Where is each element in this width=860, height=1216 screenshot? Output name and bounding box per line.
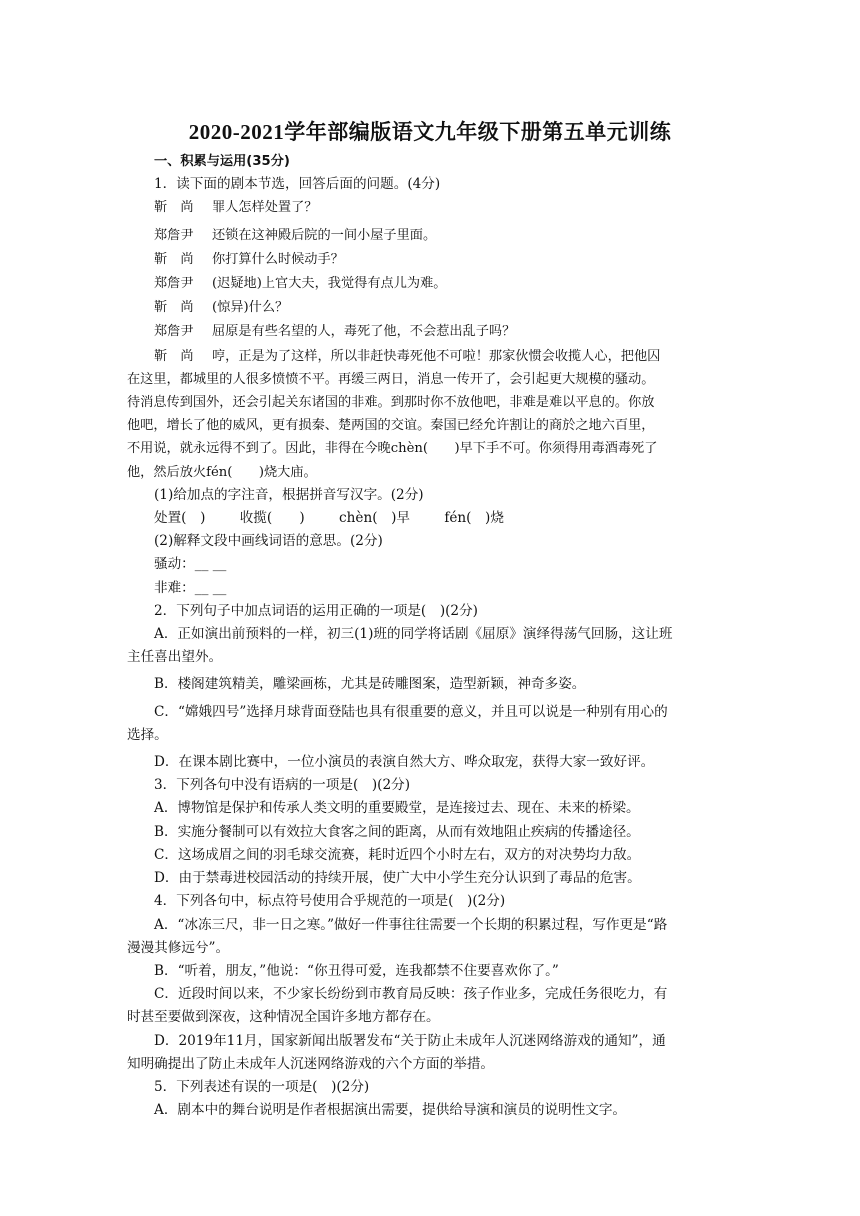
script-line: 郑詹尹 (迟疑地)上官大夫，我觉得有点儿为难。 (154, 276, 447, 292)
question-1-stem: 1．读下面的剧本节选，回答后面的问题。(4分) (154, 176, 441, 193)
question-1-sub1: (1)给加点的字注音，根据拼音写汉字。(2分) (154, 486, 424, 503)
question-3-stem: 3．下列各句中没有语病的一项是( )(2分) (154, 777, 411, 794)
blank-shoulan: 收揽( ) (239, 510, 305, 527)
option-b: B．实施分餐制可以有效拉大食客之间的距离，从而有效地阻止疾病的传播途径。 (154, 823, 640, 840)
blank-fen: fén( )烧 (444, 510, 504, 527)
option-c-cont: 选择。 (127, 726, 168, 743)
option-a-cont: 主任喜出望外。 (127, 649, 223, 666)
script-long-line: 他，然后放火fén( )烧大庙。 (127, 464, 317, 480)
script-line: 郑詹尹 还锁在这神殿后院的一间小屋子里面。 (154, 227, 437, 243)
option-c: C．“嫦娥四号”选择月球背面登陆也具有很重要的意义，并且可以说是一种别有用心的 (154, 703, 668, 720)
definition-feinan: 非难：__ __ (154, 579, 227, 596)
option-a: A．“冰冻三尺，非一日之寒。”做好一件事往往需要一个长期的积累过程，写作更是“路 (154, 916, 668, 933)
script-long-line: 在这里，都城里的人很多愤愤不平。再缓三两日，消息一传开了，会引起更大规模的骚动。 (127, 371, 655, 387)
option-c: C．近段时间以来，不少家长纷纷到市教育局反映：孩子作业多，完成任务很吃力，有 (154, 986, 668, 1003)
option-a-cont: 漫漫其修远兮”。 (127, 939, 230, 956)
option-d-cont: 知明确提出了防止未成年人沉迷网络游戏的六个方面的举措。 (127, 1055, 495, 1072)
option-d: D．2019年11月，国家新闻出版署发布“关于防止未成年人沉迷网络游戏的通知”，通 (154, 1032, 666, 1049)
option-a: A．正如演出前预料的一样，初三(1)班的同学将话剧《屈原》演绎得荡气回肠，这让班 (154, 626, 673, 643)
question-4-stem: 4．下列各句中，标点符号使用合乎规范的一项是( )(2分) (154, 893, 506, 910)
definition-saodong: 骚动：__ __ (154, 556, 227, 573)
option-a: A．剧本中的舞台说明是作者根据演出需要，提供给导演和演员的说明性文字。 (154, 1102, 627, 1119)
option-b: B．“听着，朋友，”他说：“你丑得可爱，连我都禁不住要喜欢你了。” (154, 962, 559, 979)
answer-blanks (127, 507, 739, 530)
option-d: D．由于禁毒进校园活动的持续开展，使广大中小学生充分认识到了毒品的危害。 (154, 870, 641, 887)
document-title: 2020-2021学年部编版语文九年级下册第五单元训练 (188, 120, 672, 144)
script-line: 靳 尚 罪人怎样处置了？ (154, 200, 318, 216)
script-long-line: 待消息传到国外，还会引起关东诸国的非难。到那时你不放他吧，非难是难以平息的。你放 (127, 395, 655, 411)
script-line: 郑詹尹 屈原是有些名望的人，毒死了他，不会惹出乱子吗？ (154, 324, 516, 340)
script-line: 靳 尚 你打算什么时候动手？ (154, 251, 344, 267)
script-long-line: 不用说，就永远得不到了。因此，非得在今晚chèn( )早下手不可。你须得用毒酒毒死了 (127, 441, 658, 457)
question-1-sub2: (2)解释文段中画线词语的意思。(2分) (154, 533, 383, 550)
option-b: B．楼阁建筑精美，雕梁画栋，尤其是砖雕图案，造型新颖，神奇多姿。 (154, 676, 586, 693)
blank-chuzhi: 处置( ) (154, 510, 206, 527)
option-a: A．博物馆是保护和传承人类文明的重要殿堂，是连接过去、现在、未来的桥梁。 (154, 800, 640, 817)
blank-chen: chèn( )早 (339, 510, 410, 527)
question-5-stem: 5．下列表述有误的一项是( )(2分) (154, 1078, 370, 1095)
document-body (127, 150, 739, 1122)
section-heading: 一、积累与运用(35分) (154, 154, 290, 169)
script-line: 靳 尚 (惊异)什么？ (154, 300, 289, 316)
script-long-line: 他吧，增长了他的威风，更有损秦、楚两国的交谊。秦国已经允许割让的商於之地六百里， (127, 418, 655, 434)
script-excerpt (127, 196, 739, 483)
option-d: D．在课本剧比赛中，一位小演员的表演自然大方、哗众取宠，获得大家一致好评。 (154, 754, 655, 771)
option-c-cont: 时甚至要做到深夜，这种情况全国许多地方都存在。 (127, 1009, 440, 1026)
question-2-stem: 2．下列句子中加点词语的运用正确的一项是( )(2分) (154, 602, 478, 619)
option-c: C．这场成眉之间的羽毛球交流赛，耗时近四个小时左右，双方的对决势均力敌。 (154, 846, 641, 863)
script-long-line: 靳 尚 哼，正是为了这样，所以非赶快毒死他不可啦！那家伙惯会收揽人心，把他囚 (154, 348, 661, 364)
